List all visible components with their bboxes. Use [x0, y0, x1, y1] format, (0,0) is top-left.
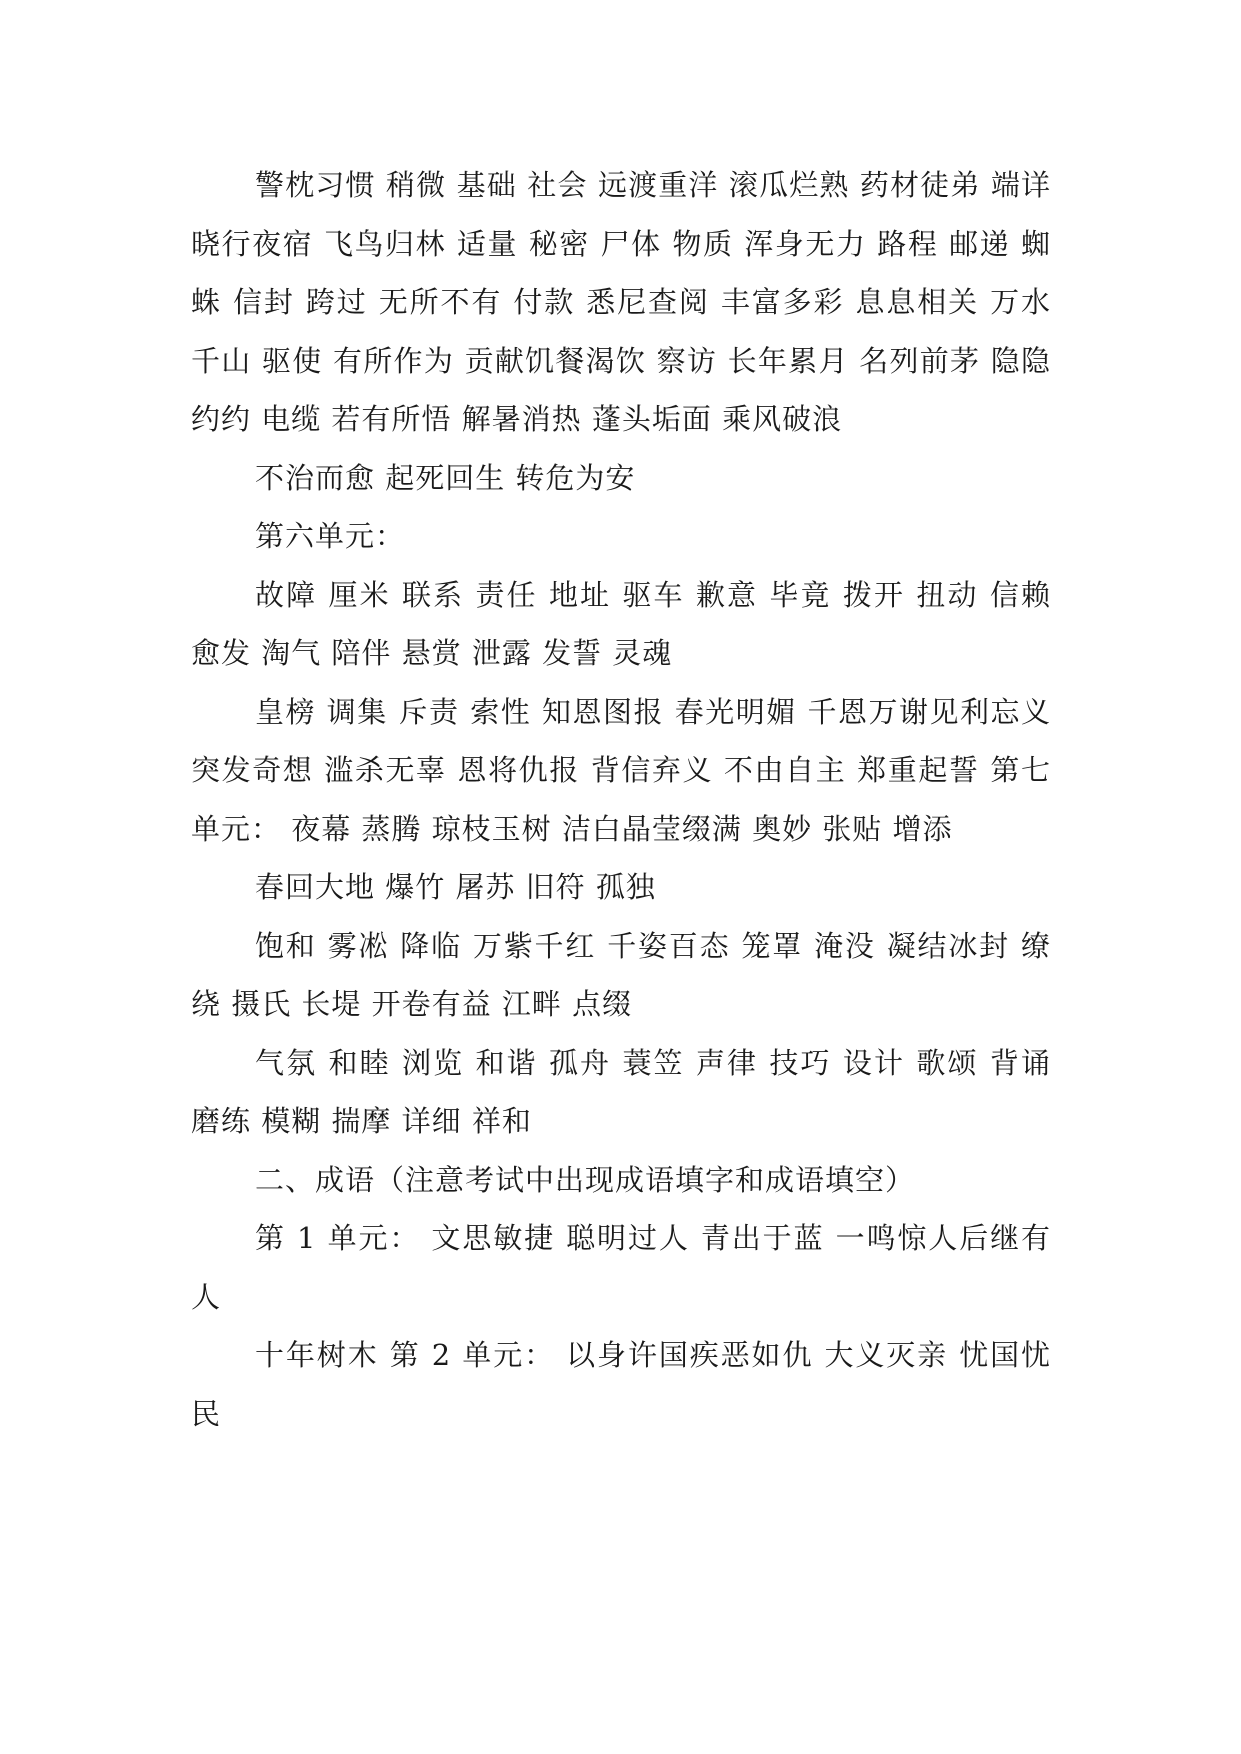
paragraph-harmony-words: 气氛 和睦 浏览 和谐 孤舟 蓑笠 声律 技巧 设计 歌颂 背诵 磨练 模糊 揣摩 详细 祥和: [191, 1045, 1051, 1138]
paragraph-unit-six-seven-words: 皇榜 调集 斥责 索性 知恩图报 春光明媚 千恩万谢见利忘义 突发奇想 滥杀无辜 恩将仇报 背信弃义 不由自主 郑重起誓 第七单元： 夜幕 蒸腾 琼枝玉树 洁白晶莹缀满 奥妙 张贴 增添: [191, 694, 1051, 846]
document-body: [191, 156, 1051, 1443]
paragraph-unit-six-words: 故障 厘米 联系 责任 地址 驱车 歉意 毕竟 拨开 扭动 信赖 愈发 淘气 陪伴 悬赏 泄露 发誓 灵魂: [191, 577, 1051, 670]
paragraph-unit-one-idioms: 第 1 单元： 文思敏捷 聪明过人 青出于蓝 一鸣惊人后继有人: [191, 1221, 1051, 1314]
idioms-section-heading: 二、成语（注意考试中出现成语填字和成语填空）: [255, 1162, 916, 1197]
paragraph-spring-words: 春回大地 爆竹 屠苏 旧符 孤独: [255, 870, 656, 904]
paragraph-winter-words: 饱和 雾凇 降临 万紫千红 千姿百态 笼罩 淹没 凝结冰封 缭绕 摄氏 长堤 开卷有益 江畔 点缀: [191, 928, 1051, 1021]
paragraph-word-list-continued: 警枕习惯 稍微 基础 社会 远渡重洋 滚瓜烂熟 药材徒弟 端详 晓行夜宿 飞鸟归林 适量 秘密 尸体 物质 浑身无力 路程 邮递 蜘蛛 信封 跨过 无所不有 付款 悉尼查阅 丰富多彩 息息相关 万水千山 驱使 有所作为 贡献饥餐渴饮 察访 长年累月 名列前茅 隐隐约约 电缆 若有所悟 解暑消热 蓬头垢面 乘风破浪: [191, 168, 1051, 436]
unit-six-heading: 第六单元：: [255, 519, 406, 553]
paragraph-unit-two-idioms: 十年树木 第 2 单元： 以身许国疾恶如仇 大义灭亲 忧国忧民: [191, 1338, 1051, 1431]
paragraph-word-list-short: 不治而愈 起死回生 转危为安: [255, 460, 636, 495]
